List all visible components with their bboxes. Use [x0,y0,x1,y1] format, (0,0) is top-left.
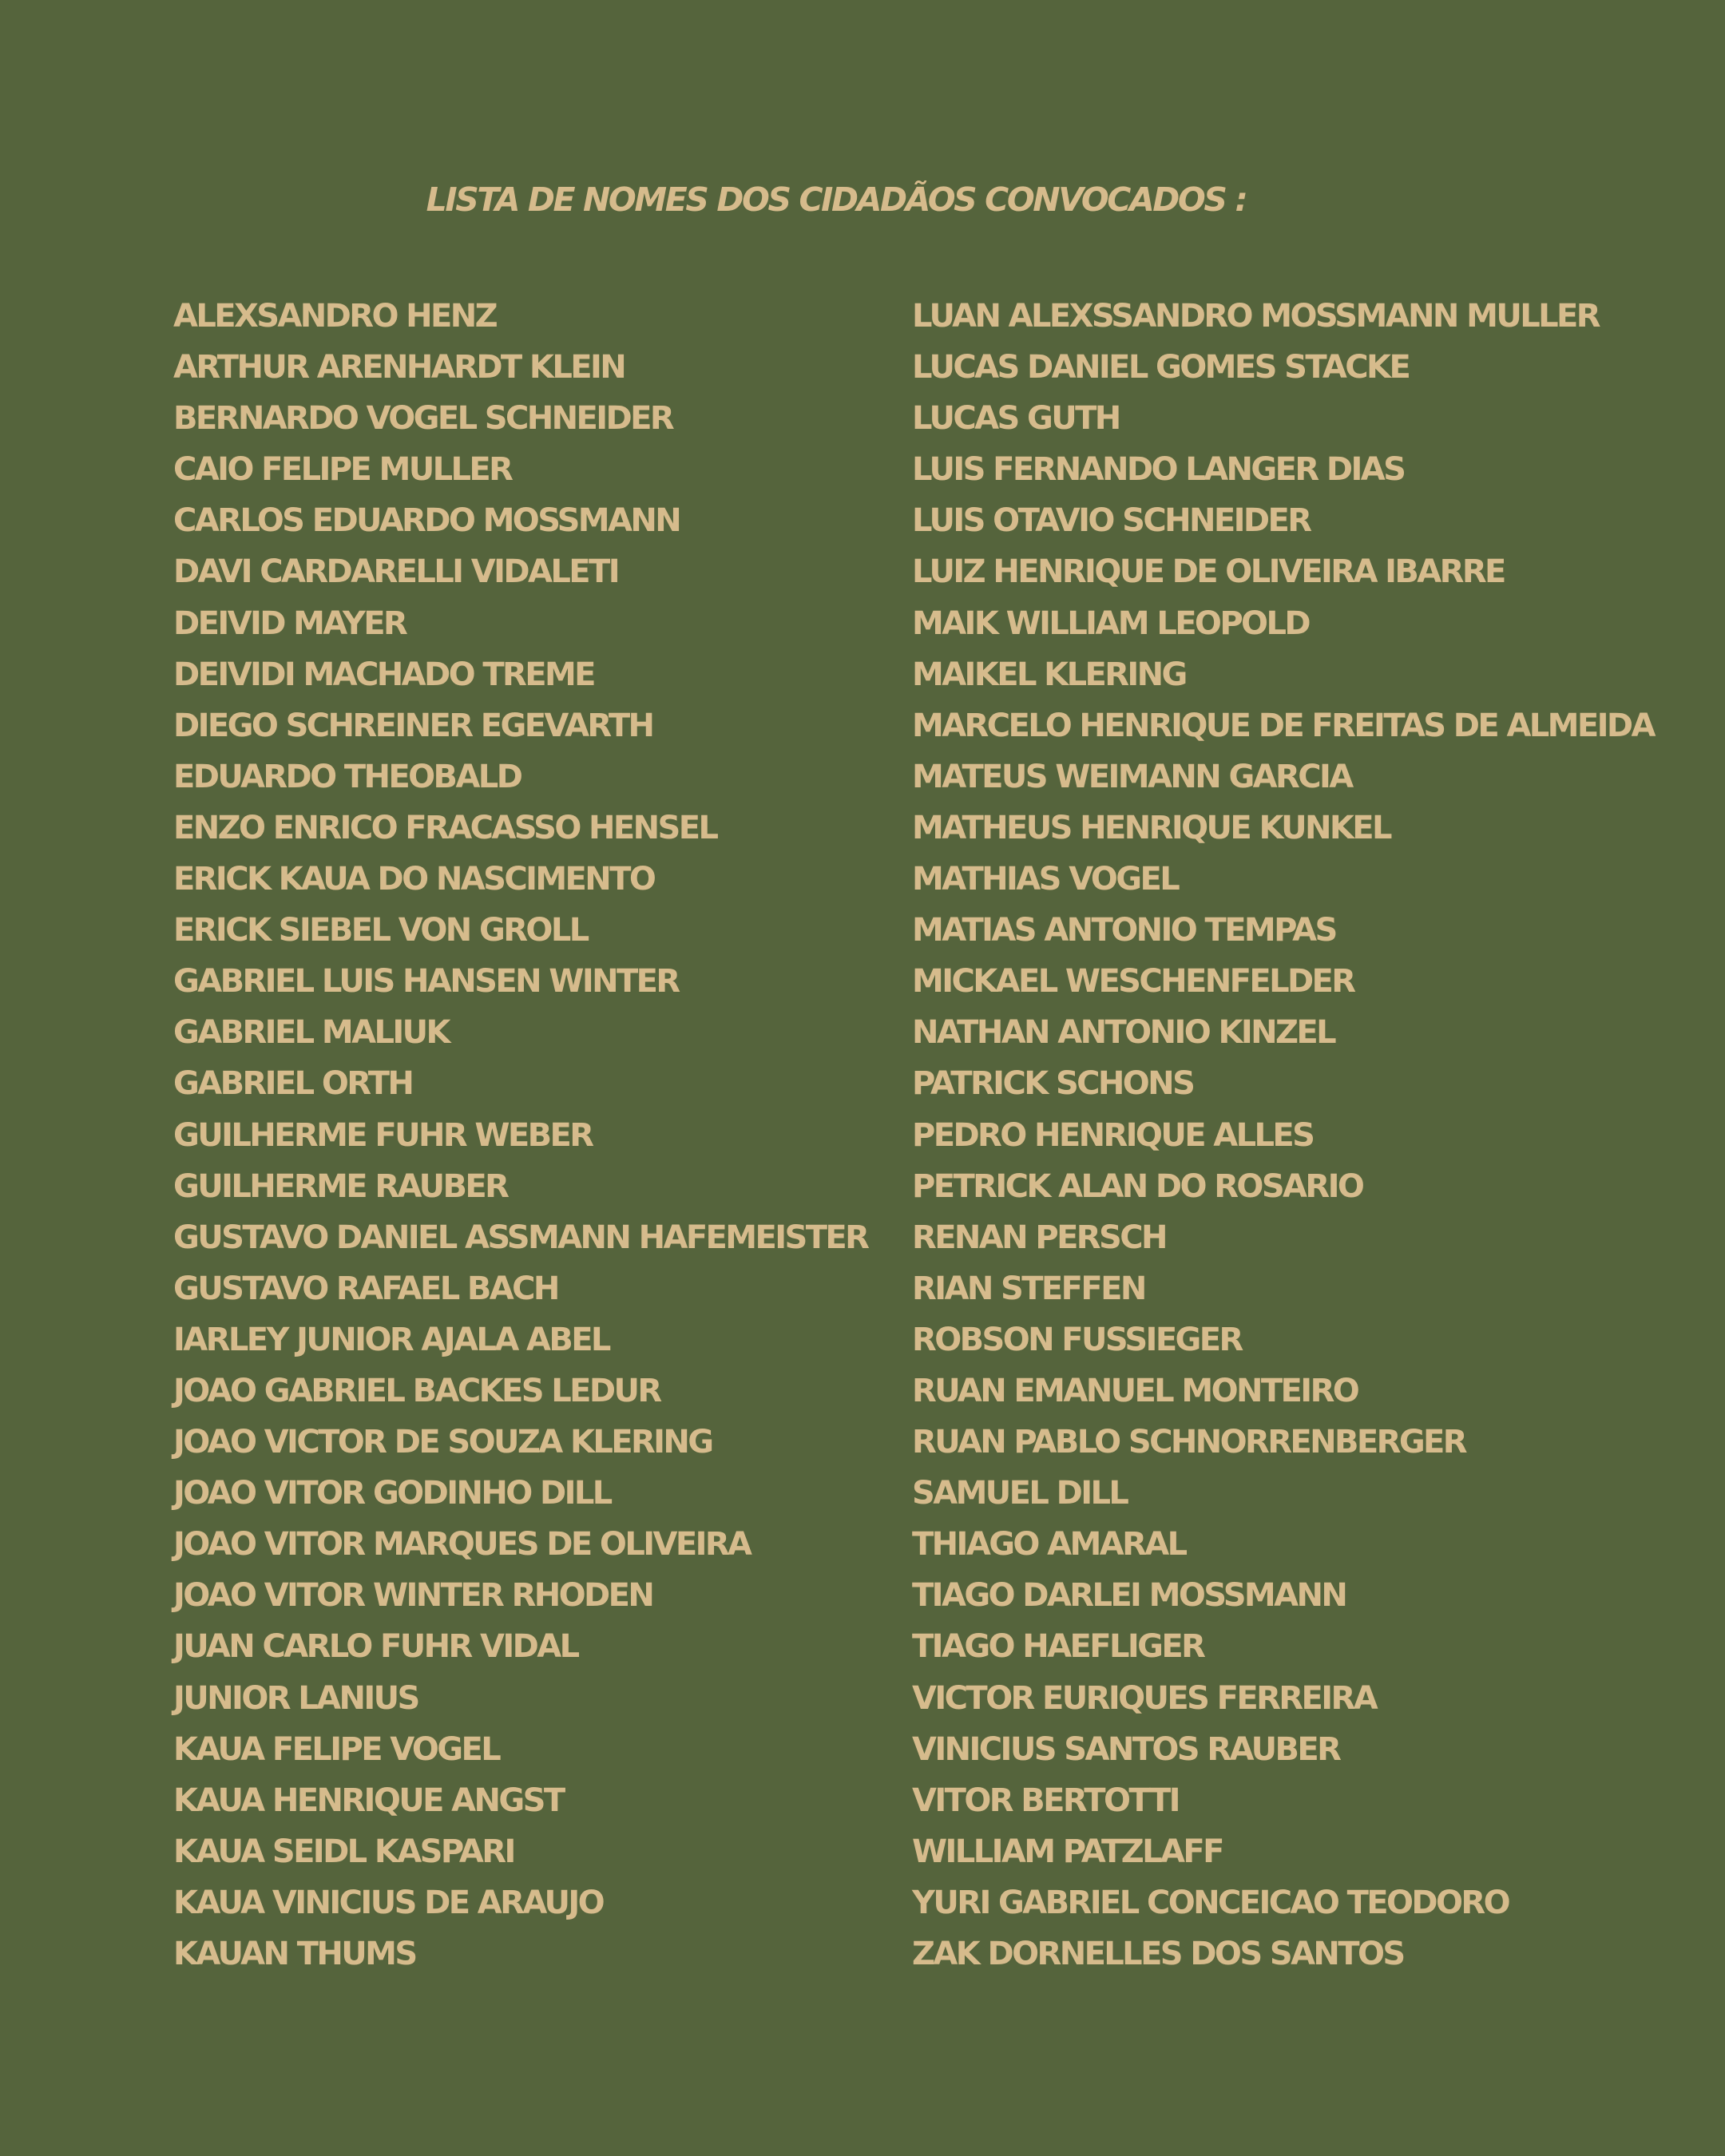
list-item: RENAN PERSCH [912,1219,1166,1256]
list-item: MATEUS WEIMANN GARCIA [912,758,1352,795]
list-item: KAUA HENRIQUE ANGST [173,1781,564,1819]
list-item: JUAN CARLO FUHR VIDAL [173,1628,578,1666]
list-item: ARTHUR ARENHARDT KLEIN [173,349,625,386]
list-item: ERICK KAUA DO NASCIMENTO [173,861,655,898]
list-item: MICKAEL WESCHENFELDER [912,963,1354,1001]
list-item: GUSTAVO RAFAEL BACH [173,1270,558,1307]
list-item: BERNARDO VOGEL SCHNEIDER [173,400,673,438]
list-item: GUILHERME RAUBER [173,1167,508,1205]
list-item: KAUA VINICIUS DE ARAUJO [173,1884,604,1921]
list-item: GUSTAVO DANIEL ASSMANN HAFEMEISTER [173,1219,868,1256]
list-item: JOAO VICTOR DE SOUZA KLERING [173,1424,712,1461]
list-item: RUAN PABLO SCHNORRENBERGER [912,1424,1465,1461]
list-item: JOAO GABRIEL BACKES LEDUR [173,1372,660,1409]
list-item: KAUA SEIDL KASPARI [173,1833,514,1870]
list-item: VINICIUS SANTOS RAUBER [912,1730,1340,1768]
list-item: LUIZ HENRIQUE DE OLIVEIRA IBARRE [912,553,1505,591]
list-item: ERICK SIEBEL VON GROLL [173,912,588,949]
list-item: JOAO VITOR WINTER RHODEN [173,1577,653,1615]
list-item: RIAN STEFFEN [912,1270,1145,1307]
list-item: LUIS OTAVIO SCHNEIDER [912,502,1311,540]
list-item: VICTOR EURIQUES FERREIRA [912,1679,1377,1717]
list-item: NATHAN ANTONIO KINZEL [912,1014,1335,1052]
names-list-left [173,291,867,1980]
list-item: MAIKEL KLERING [912,656,1186,693]
list-item: MATHEUS HENRIQUE KUNKEL [912,809,1390,846]
list-item: MATIAS ANTONIO TEMPAS [912,912,1336,949]
list-item: LUCAS DANIEL GOMES STACKE [912,349,1410,386]
list-item: MARCELO HENRIQUE DE FREITAS DE ALMEIDA [912,707,1654,744]
list-item: THIAGO AMARAL [912,1526,1186,1563]
list-item: TIAGO DARLEI MOSSMANN [912,1577,1346,1615]
list-item: WILLIAM PATZLAFF [912,1833,1223,1870]
list-item: SAMUEL DILL [912,1475,1128,1512]
list-item: LUCAS GUTH [912,400,1120,438]
list-item: GABRIEL MALIUK [173,1014,449,1052]
list-item: ALEXSANDRO HENZ [173,298,497,335]
list-item: JOAO VITOR MARQUES DE OLIVEIRA [173,1526,751,1563]
list-item: LUAN ALEXSSANDRO MOSSMANN MULLER [912,298,1599,335]
list-item: ENZO ENRICO FRACASSO HENSEL [173,809,717,846]
list-item: DIEGO SCHREINER EGEVARTH [173,707,653,744]
list-item: RUAN EMANUEL MONTEIRO [912,1372,1358,1409]
list-item: LUIS FERNANDO LANGER DIAS [912,451,1405,489]
list-item: ROBSON FUSSIEGER [912,1321,1242,1358]
list-item: KAUA FELIPE VOGEL [173,1730,500,1768]
list-item: CARLOS EDUARDO MOSSMANN [173,502,680,540]
list-item: MAIK WILLIAM LEOPOLD [912,604,1309,642]
list-item: GABRIEL ORTH [173,1065,413,1103]
list-item: PEDRO HENRIQUE ALLES [912,1116,1314,1154]
list-item: DEIVIDI MACHADO TREME [173,656,594,693]
list-item: GABRIEL LUIS HANSEN WINTER [173,963,679,1001]
list-item: JUNIOR LANIUS [173,1679,418,1717]
list-item: KAUAN THUMS [173,1936,416,1972]
list-item: MATHIAS VOGEL [912,861,1179,898]
list-item: GUILHERME FUHR WEBER [173,1116,593,1154]
list-item: DAVI CARDARELLI VIDALETI [173,553,618,591]
list-item: EDUARDO THEOBALD [173,758,521,795]
list-item: VITOR BERTOTTI [912,1781,1179,1819]
list-item: YURI GABRIEL CONCEICAO TEODORO [912,1884,1509,1921]
list-item: IARLEY JUNIOR AJALA ABEL [173,1321,609,1358]
names-list-right [912,291,1654,1980]
page-title: LISTA DE NOMES DOS CIDADÃOS CONVOCADOS : [426,180,1247,219]
list-item: CAIO FELIPE MULLER [173,451,512,489]
list-item: DEIVID MAYER [173,604,406,642]
list-item: PETRICK ALAN DO ROSARIO [912,1167,1363,1205]
list-item: JOAO VITOR GODINHO DILL [173,1475,611,1512]
list-item: PATRICK SCHONS [912,1065,1194,1103]
list-item: ZAK DORNELLES DOS SANTOS [912,1936,1404,1972]
list-item: TIAGO HAEFLIGER [912,1628,1204,1666]
